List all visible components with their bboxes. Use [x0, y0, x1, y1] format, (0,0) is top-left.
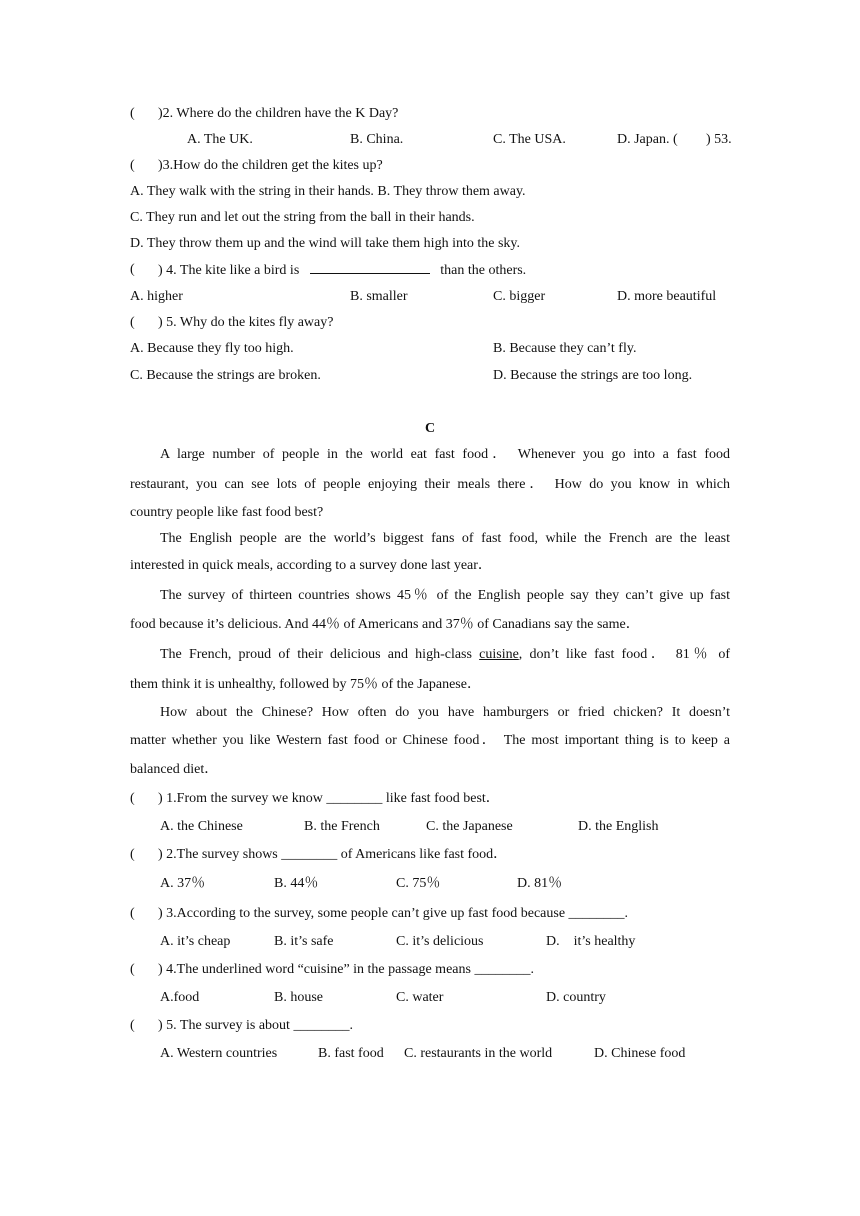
q4-stem-after: than the others.	[440, 263, 527, 278]
passage-p2-line2: interested in quick meals, according to a survey done last year．	[130, 558, 492, 573]
passage-p1-line1: A large number of people in the world eat fast food． Whenever you go into a fast food	[160, 447, 730, 462]
q5-paren: (	[130, 315, 135, 330]
c-q1-option-c: C. the Japanese	[426, 819, 513, 834]
c-q1-option-d: D. the English	[578, 819, 659, 834]
c-q3-option-b: B. it’s safe	[274, 934, 334, 949]
q4-stem	[158, 261, 526, 280]
section-c-title: C	[424, 421, 436, 436]
c-q3-option-c: C. it’s delicious	[396, 934, 484, 949]
passage-p4-line2: them think it is unhealthy, followed by 75％ of the Japanese．	[130, 677, 481, 692]
q5-option-d: D. Because the strings are too long.	[493, 368, 693, 383]
passage-p3-line1: The survey of thirteen countries shows 45％ of the English people say they can’t give up fast	[160, 588, 730, 603]
passage-p4-before: The French, proud of their delicious and high-class	[160, 647, 472, 662]
q5-option-c: C. Because the strings are broken.	[130, 368, 321, 383]
q3-paren: (	[130, 158, 135, 173]
q2-option-d-tail: ) 53.	[706, 132, 732, 147]
q4-paren: (	[130, 262, 135, 277]
c-q1-option-b: B. the French	[304, 819, 380, 834]
c-q3-option-d: D. it’s healthy	[546, 934, 636, 949]
q2-option-c: C. The USA.	[493, 132, 566, 147]
c-q4-option-c: C. water	[396, 990, 444, 1005]
q3-option-d: D. They throw them up and the wind will take them high into the sky.	[130, 236, 520, 251]
q4-answer-blank	[310, 261, 430, 274]
c-q5-paren: (	[130, 1018, 135, 1033]
c-q3-option-a: A. it’s cheap	[160, 934, 231, 949]
c-q3-paren: (	[130, 906, 135, 921]
c-q2-option-d: D. 81％	[517, 876, 563, 891]
c-q1-stem: ) 1.From the survey we know ________ like fast food best．	[158, 791, 500, 806]
passage-p1-line2: restaurant, you can see lots of people enjoying their meals there． How do you know in which	[130, 477, 730, 492]
q4-stem-before: ) 4. The kite like a bird is	[158, 263, 300, 278]
passage-p2-line1: The English people are the world’s biggest fans of fast food, while the French are the least	[160, 531, 730, 546]
q3-option-ab: A. They walk with the string in their hands. B. They throw them away.	[130, 184, 526, 199]
c-q1-paren: (	[130, 791, 135, 806]
c-q5-option-a: A. Western countries	[160, 1046, 278, 1061]
q2-stem: )2. Where do the children have the K Day?	[158, 106, 399, 121]
c-q2-option-c: C. 75％	[396, 876, 441, 891]
c-q5-option-b: B. fast food	[318, 1046, 384, 1061]
c-q4-stem: ) 4.The underlined word “cuisine” in the passage means ________.	[158, 962, 534, 977]
q2-option-a: A. The UK.	[187, 132, 253, 147]
c-q2-option-b: B. 44％	[274, 876, 319, 891]
c-q4-option-b: B. house	[274, 990, 323, 1005]
q5-option-a: A. Because they fly too high.	[130, 341, 294, 356]
q2-option-d: D. Japan. (	[617, 132, 678, 147]
c-q5-option-d: D. Chinese food	[594, 1046, 686, 1061]
c-q4-option-d: D. country	[546, 990, 606, 1005]
c-q1-option-a: A. the Chinese	[160, 819, 243, 834]
c-q3-stem: ) 3.According to the survey, some people can’t give up fast food because ________.	[158, 906, 629, 921]
passage-p1-line3: country people like fast food best?	[130, 505, 324, 520]
q4-option-b: B. smaller	[350, 289, 408, 304]
c-q2-stem: ) 2.The survey shows ________ of Americans like fast food．	[158, 847, 508, 862]
q4-option-c: C. bigger	[493, 289, 546, 304]
c-q2-paren: (	[130, 847, 135, 862]
q2-paren: (	[130, 106, 135, 121]
q4-option-d: D. more beautiful	[617, 289, 717, 304]
passage-p5-line2: matter whether you like Western fast food or Chinese food． The most important thing is to keep a	[130, 733, 730, 748]
passage-p3-line2: food because it’s delicious. And 44％ of Americans and 37％ of Canadians say the same．	[130, 617, 640, 632]
q3-stem: )3.How do the children get the kites up?	[158, 158, 383, 173]
q3-option-c: C. They run and let out the string from the ball in their hands.	[130, 210, 475, 225]
c-q4-option-a: A.food	[160, 990, 200, 1005]
passage-p5-line3: balanced diet．	[130, 762, 219, 777]
passage-p5-line1: How about the Chinese? How often do you have hamburgers or fried chicken? It doesn’t	[160, 705, 730, 720]
c-q5-option-c: C. restaurants in the world	[404, 1046, 553, 1061]
passage-p4-line1	[160, 646, 730, 664]
c-q2-option-a: A. 37％	[160, 876, 206, 891]
q5-stem: ) 5. Why do the kites fly away?	[158, 315, 334, 330]
underlined-word-cuisine: cuisine	[479, 647, 519, 662]
q5-option-b: B. Because they can’t fly.	[493, 341, 637, 356]
c-q5-stem: ) 5. The survey is about ________.	[158, 1018, 353, 1033]
c-q4-paren: (	[130, 962, 135, 977]
q4-option-a: A. higher	[130, 289, 183, 304]
passage-p4-after: , don’t like fast food． 81％ of	[518, 647, 730, 662]
q2-option-b: B. China.	[350, 132, 404, 147]
